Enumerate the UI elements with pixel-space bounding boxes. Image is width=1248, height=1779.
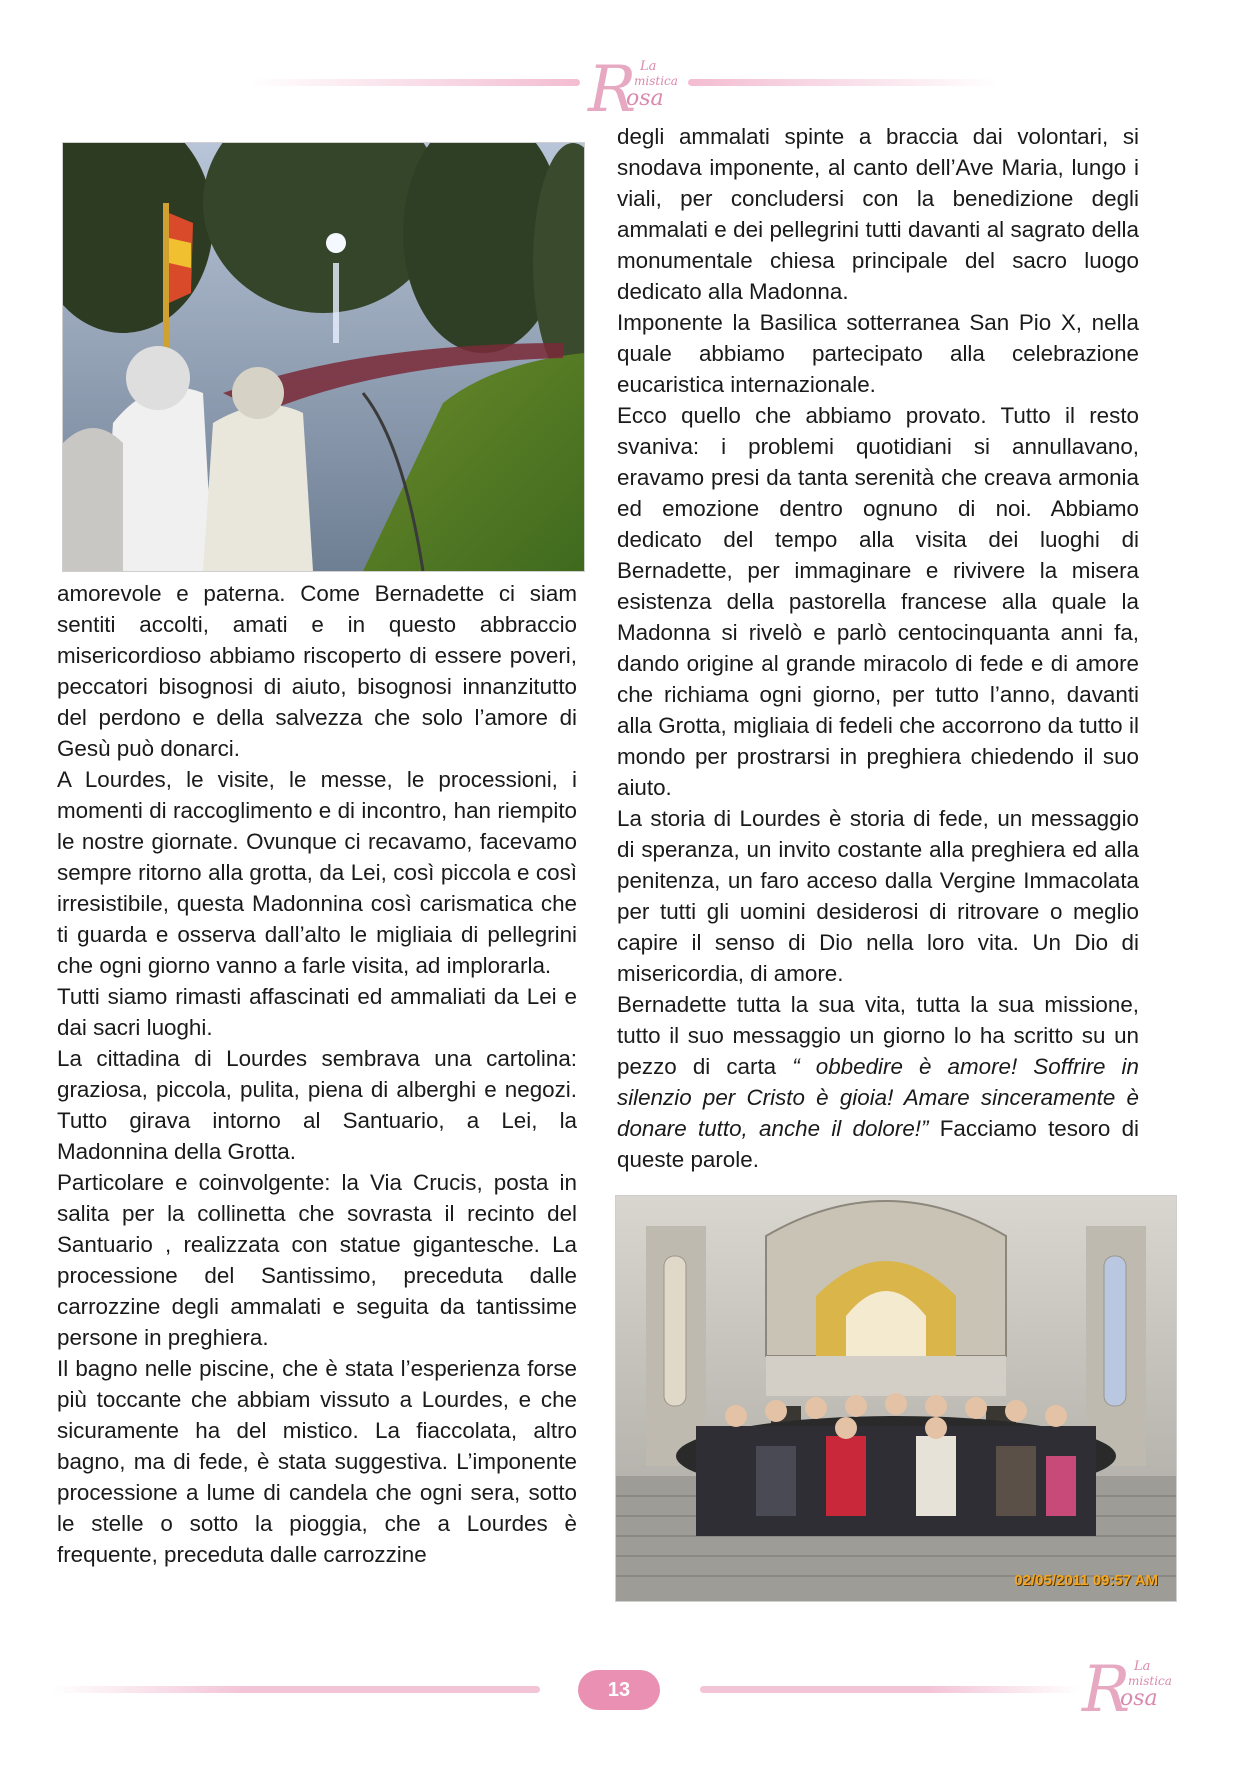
footer-logo-osa: osa — [1120, 1686, 1158, 1711]
left-paragraph-3: Tutti siamo rimasti affascinati ed ammaliati da Lei e dai sacri luoghi. — [57, 984, 577, 1040]
footer-logo-mistica: mistica — [1128, 1674, 1172, 1688]
header-rule-right — [688, 79, 998, 86]
procession-photo — [62, 142, 585, 572]
left-paragraph-1: amorevole e paterna. Come Bernadette ci siam sentiti accolti, amati e in questo abbraccio misericordioso abbiamo riscoperto di essere poveri, peccatori bisognosi di aiuto, bisognosi innanzitutto del perdono e della salvezza che solo l’amore di Gesù può donarci. — [57, 581, 577, 761]
quote-tail: Facciamo tesoro di queste parole. — [617, 1116, 1140, 1172]
right-paragraph-1: degli ammalati spinte a braccia dai volontari, si snodava imponente, al canto dell’Ave Maria, lungo i viali, per concludersi con la benedizione degli ammalati e dei pellegrini tutti davanti al sagrato della monumentale chiesa principale del sacro luogo dedicato alla Madonna. — [617, 124, 1139, 304]
left-paragraph-4: La cittadina di Lourdes sembrava una cartolina: graziosa, piccola, pulita, piena di alberghi e negozi. Tutto girava intorno al Santuario, a Lei, la Madonnina della Grotta. — [57, 1046, 577, 1164]
logo-la: La — [640, 59, 657, 74]
group-photo-basilica-icon — [616, 1196, 1176, 1601]
group-photo — [615, 1195, 1177, 1602]
logo-mistica: mistica — [634, 74, 678, 88]
right-paragraph-3: Ecco quello che abbiamo provato. Tutto il resto svaniva: i problemi quotidiani si annullavano, eravamo presi da tanta serenità che creava armonia ed emozione dentro ognuno di noi. Abbiamo dedicato del tempo alla visita dei luoghi di Bernadette, per immaginare e rivivere la misera esistenza della pastorella francese alla quale la Madonna si rivelò e parlò centocinquanta anni fa, dando origine al grande miracolo di fede e di amore che richiama ogni giorno, per tutto l’anno, davanti alla Grotta, migliaia di fedeli che accorrono da tutto il mondo per prostrarsi in preghiera chiedendo il suo aiuto. — [617, 403, 1139, 800]
logo-r: R — [588, 53, 637, 127]
logo-osa: osa — [626, 86, 664, 111]
bernadette-quote: “ obbedire è amore! Soffrire in silenzio per Cristo è gioia! Amare sinceramente è donare tutto, anche il dolore!” — [617, 1054, 1139, 1141]
header-rule-left — [250, 79, 580, 86]
right-paragraph-4: La storia di Lourdes è storia di fede, un messaggio di speranza, un invito costante alla preghiera ed alla penitenza, un faro acceso dalla Vergine Immacolata per tutti gli uomini desiderosi di ritrovare o meglio capire il senso di Dio nella loro vita. Un Dio di misericordia, di amore. — [617, 806, 1139, 986]
footer-logo-la: La — [1134, 1659, 1151, 1674]
header-logo — [588, 53, 688, 127]
footer-logo — [1082, 1653, 1182, 1727]
footer-rule-left — [52, 1686, 540, 1693]
right-column — [617, 121, 1139, 1175]
right-paragraph-5 — [617, 989, 1139, 1175]
left-column — [57, 578, 577, 1570]
footer-rule-right — [700, 1686, 1080, 1693]
left-paragraph-2: A Lourdes, le visite, le messe, le processioni, i momenti di raccoglimento e di incontro, han riempito le nostre giornate. Ovunque ci recavamo, facevamo sempre ritorno alla grotta, da Lei, così piccola e così irresistibile, questa Madonnina così carismatica che ti guarda e osserva dall’alto le migliaia di pellegrini che ogni giorno vanno a farle visita, ad implorarla. — [57, 767, 577, 978]
photo-timestamp: 02/05/2011 09:57 AM — [1014, 1572, 1158, 1589]
footer-logo-r: R — [1082, 1653, 1131, 1727]
quote-lead: Bernadette tutta la sua vita, tutta la sua missione, tutto il suo messaggio un giorno lo ha scritto su un pezzo di carta — [617, 992, 1139, 1079]
right-paragraph-2: Imponente la Basilica sotterranea San Pio X, nella quale abbiamo partecipato alla celebrazione eucaristica internazionale. — [617, 310, 1139, 397]
left-paragraph-5: Particolare e coinvolgente: la Via Crucis, posta in salita per la collinetta che sovrasta il recinto del Santuario , realizzata con statue gigantesche. La processione del Santissimo, preceduta dalle carrozzine degli ammalati e seguita da tantissime persone in preghiera. — [57, 1170, 577, 1350]
left-paragraph-6: Il bagno nelle piscine, che è stata l’esperienza forse più toccante che abbiam vissuto a Lourdes, e che sicuramente ha del mistico. La fiaccolata, altro bagno, ma di fede, è stata suggestiva. L’imponente processione a lume di candela che ogni sera, sotto le stelle o sotto la pioggia, che a Lourdes è frequente, preceduta dalle carrozzine — [57, 1356, 577, 1567]
page-number: 13 — [578, 1670, 660, 1710]
candlelight-procession-photo-icon — [63, 143, 584, 571]
